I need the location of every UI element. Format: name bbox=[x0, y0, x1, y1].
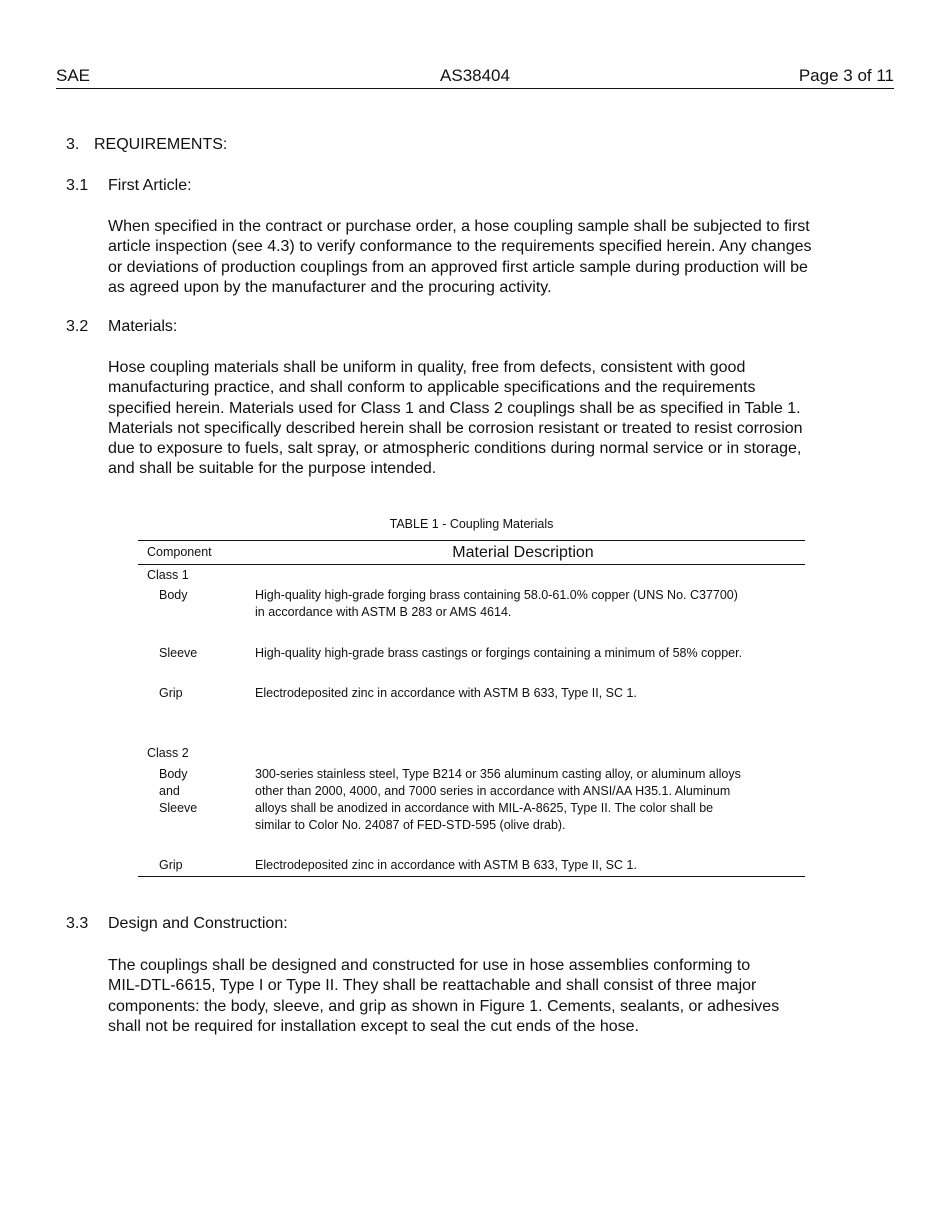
table-row-component bbox=[159, 587, 249, 604]
table-row-description bbox=[255, 766, 803, 834]
header-rule bbox=[138, 564, 805, 565]
description-line: alloys shall be anodized in accordance with MIL-A-8625, Type II. The color shall be bbox=[255, 801, 714, 815]
component-line: Grip bbox=[159, 858, 183, 872]
paragraph-line: and shall be suitable for the purpose intended. bbox=[108, 460, 437, 478]
paragraph-line: shall not be required for installation except to seal the cut ends of the hose. bbox=[108, 1017, 639, 1035]
section-title: Materials: bbox=[108, 318, 178, 335]
header-doc-number: AS38404 bbox=[440, 66, 510, 85]
table-row-component bbox=[159, 857, 249, 874]
table-row-component bbox=[159, 685, 249, 702]
section-number: 3.3 bbox=[66, 915, 89, 932]
section-3-2-paragraph bbox=[108, 358, 868, 480]
paragraph-line: MIL-DTL-6615, Type I or Type II. They shall be reattachable and shall consist of three major bbox=[108, 977, 757, 995]
description-line: Electrodeposited zinc in accordance with ASTM B 633, Type II, SC 1. bbox=[255, 686, 637, 700]
component-line: Grip bbox=[159, 686, 183, 700]
table-row-component bbox=[159, 766, 249, 817]
section-title: REQUIREMENTS: bbox=[94, 136, 228, 153]
table-caption: TABLE 1 - Coupling Materials bbox=[389, 517, 554, 531]
component-line: Body bbox=[159, 588, 188, 602]
paragraph-line: specified herein. Materials used for Class 1 and Class 2 couplings shall be as specified in Table 1. bbox=[108, 399, 801, 417]
component-line: Sleeve bbox=[159, 801, 198, 815]
paragraph-line: or deviations of production couplings from an approved first article sample during production will be bbox=[108, 258, 808, 276]
description-line: 300-series stainless steel, Type B214 or 356 aluminum casting alloy, or aluminum alloys bbox=[255, 767, 741, 781]
paragraph-line: The couplings shall be designed and constructed for use in hose assemblies conforming to bbox=[108, 957, 751, 974]
paragraph-line: Hose coupling materials shall be uniform in quality, free from defects, consistent with good bbox=[108, 359, 746, 376]
description-line: Electrodeposited zinc in accordance with ASTM B 633, Type II, SC 1. bbox=[255, 858, 637, 872]
paragraph-line: Materials not specifically described herein shall be corrosion resistant or treated to resist corrosion bbox=[108, 419, 803, 437]
table-row-description bbox=[255, 587, 803, 621]
class-1-label: Class 1 bbox=[147, 568, 189, 582]
paragraph-line: article inspection (see 4.3) to verify conformance to the requirements specified herein. Any changes bbox=[108, 238, 812, 256]
table-row-description bbox=[255, 685, 803, 702]
section-number: 3. bbox=[66, 136, 80, 153]
section-number: 3.1 bbox=[66, 177, 89, 194]
materials-table bbox=[138, 540, 805, 877]
table-row-description bbox=[255, 857, 803, 874]
table-row-description bbox=[255, 645, 803, 662]
page-header bbox=[56, 66, 894, 89]
section-3-3-paragraph bbox=[108, 956, 868, 1037]
section-3-1-paragraph bbox=[108, 217, 868, 298]
component-line: Body bbox=[159, 767, 188, 781]
section-title: First Article: bbox=[108, 177, 192, 194]
paragraph-line: components: the body, sleeve, and grip as shown in Figure 1. Cements, sealants, or adhesives bbox=[108, 997, 780, 1015]
description-line: other than 2000, 4000, and 7000 series in accordance with ANSI/AA H35.1. Aluminum bbox=[255, 784, 731, 798]
paragraph-line: When specified in the contract or purchase order, a hose coupling sample shall be subjected to first bbox=[108, 218, 810, 235]
description-line: similar to Color No. 24087 of FED-STD-595 (olive drab). bbox=[255, 818, 566, 832]
header-org: SAE bbox=[56, 66, 91, 85]
column-header-description: Material Description bbox=[452, 544, 594, 561]
table-row-component bbox=[159, 645, 249, 662]
description-line: High-quality high-grade forging brass containing 58.0-61.0% copper (UNS No. C37700) bbox=[255, 588, 738, 602]
class-2-label: Class 2 bbox=[147, 746, 189, 760]
paragraph-line: manufacturing practice, and shall conform to applicable specifications and the requirements bbox=[108, 379, 756, 397]
paragraph-line: as agreed upon by the manufacturer and the procuring activity. bbox=[108, 278, 552, 296]
column-header-component: Component bbox=[147, 545, 212, 559]
component-line: Sleeve bbox=[159, 646, 198, 660]
section-title: Design and Construction: bbox=[108, 915, 288, 932]
section-number: 3.2 bbox=[66, 318, 89, 335]
description-line: in accordance with ASTM B 283 or AMS 4614. bbox=[255, 605, 512, 619]
header-page-number: Page 3 of 11 bbox=[798, 66, 894, 85]
component-line: and bbox=[159, 784, 180, 798]
description-line: High-quality high-grade brass castings or forgings containing a minimum of 58% copper. bbox=[255, 646, 743, 660]
paragraph-line: due to exposure to fuels, salt spray, or atmospheric conditions during normal service or in storage, bbox=[108, 440, 802, 458]
